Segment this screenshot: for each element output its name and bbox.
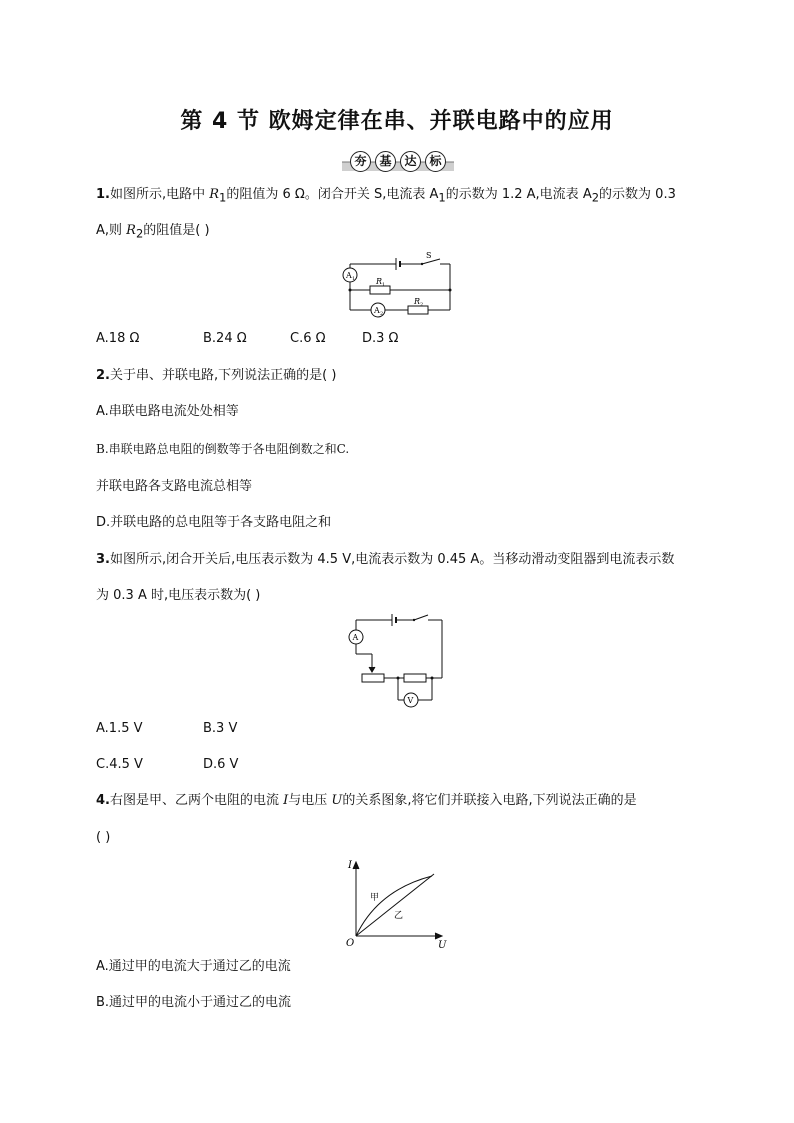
q3-option-a: A.1.5 V bbox=[96, 721, 143, 736]
q2-stem bbox=[96, 367, 336, 385]
q2-option-a: A.串联电路电流处处相等 bbox=[96, 404, 239, 419]
r2-label: R bbox=[414, 297, 421, 306]
line-yi bbox=[356, 874, 434, 936]
q4-text-c: 的关系图象,将它们并联接入电路,下列说法正确的是 bbox=[342, 793, 637, 808]
q3-stem-line2: 为 0.3 A 时,电压表示数为( ) bbox=[96, 588, 261, 603]
badge-char-4: 标 bbox=[425, 151, 446, 172]
q2-option-d: D.并联电路的总电阻等于各支路电阻之和 bbox=[96, 515, 332, 530]
q1-number: 1. bbox=[96, 187, 110, 202]
resistor-r1 bbox=[370, 286, 390, 294]
q1-r1-sub: 1 bbox=[219, 190, 227, 205]
section-badge bbox=[338, 150, 458, 172]
q1-stem-line1 bbox=[96, 186, 676, 207]
q1-circuit-diagram bbox=[336, 250, 458, 318]
a2-label: A bbox=[374, 306, 380, 315]
q1-option-d: D.3 Ω bbox=[362, 331, 399, 346]
ammeter-label: A bbox=[352, 633, 359, 642]
q1-text-a: 如图所示,电路中 bbox=[109, 187, 210, 202]
x-axis-label: U bbox=[438, 940, 447, 948]
yi-label: 乙 bbox=[394, 911, 404, 921]
q3-stem-line1 bbox=[96, 551, 674, 569]
a1-label-sub: 1 bbox=[352, 276, 356, 282]
q1-a2-sub: 2 bbox=[591, 190, 600, 205]
r1-label: R bbox=[376, 277, 383, 286]
switch-blade bbox=[414, 615, 428, 620]
q1-r1: R bbox=[209, 187, 220, 202]
q2-option-b: B.串联电路总电阻的倒数等于各电阻倒数之和C. bbox=[96, 442, 350, 456]
badge-char-2: 基 bbox=[375, 151, 396, 172]
q1-r2-sub: 2 bbox=[135, 226, 144, 241]
badge-char-3: 达 bbox=[400, 151, 421, 172]
q3-circuit-diagram bbox=[346, 612, 450, 712]
r1-label-sub: 1 bbox=[382, 282, 386, 288]
q1-text-e: A,则 bbox=[96, 223, 127, 238]
q1-option-a: A.18 Ω bbox=[96, 331, 140, 346]
q1-a1-sub: 1 bbox=[438, 190, 446, 205]
q4-text-a: 右图是甲、乙两个电阻的电流 bbox=[109, 793, 284, 808]
q3-text-1: 如图所示,闭合开关后,电压表示数为 4.5 V,电流表示数为 0.45 A。当移动滑动变阻器到电流表示数 bbox=[109, 552, 675, 567]
q1-text-b: 的阻值为 6 Ω。闭合开关 S,电流表 A bbox=[226, 187, 439, 202]
q1-r2: R bbox=[126, 223, 136, 238]
q4-stem-line1 bbox=[96, 792, 637, 810]
jia-label: 甲 bbox=[370, 893, 380, 903]
q2-number: 2. bbox=[96, 368, 110, 383]
q4-iu-graph bbox=[342, 856, 450, 948]
q3-option-c: C.4.5 V bbox=[96, 757, 143, 772]
q2-option-c: 并联电路各支路电流总相等 bbox=[96, 479, 253, 494]
q3-option-d: D.6 V bbox=[203, 757, 239, 772]
q1-text-d: 的示数为 0.3 bbox=[599, 187, 676, 202]
rheostat bbox=[362, 674, 384, 682]
q4-option-b: B.通过甲的电流小于通过乙的电流 bbox=[96, 995, 292, 1010]
q4-option-a: A.通过甲的电流大于通过乙的电流 bbox=[96, 959, 291, 974]
q1-text-c: 的示数为 1.2 A,电流表 A bbox=[445, 187, 592, 202]
q3-number: 3. bbox=[96, 552, 110, 567]
badge-char-1: 夯 bbox=[350, 151, 371, 172]
voltmeter-label: V bbox=[407, 696, 414, 705]
q1-text-f: 的阻值是( ) bbox=[143, 223, 210, 238]
switch-label: S bbox=[426, 251, 432, 260]
q1-option-b: B.24 Ω bbox=[203, 331, 247, 346]
resistor bbox=[404, 674, 426, 682]
q4-u: U bbox=[331, 793, 343, 808]
origin-label: O bbox=[346, 938, 355, 948]
q4-i: I bbox=[283, 793, 289, 808]
resistor-r2 bbox=[408, 306, 428, 314]
q2-stem-text: 关于串、并联电路,下列说法正确的是( ) bbox=[109, 368, 337, 383]
q4-text-b: 与电压 bbox=[288, 793, 332, 808]
a2-label-sub: 2 bbox=[380, 311, 384, 317]
r2-label-sub: 2 bbox=[420, 302, 424, 308]
y-axis-label: I bbox=[348, 860, 352, 871]
page-title: 第 4 节 欧姆定律在串、并联电路中的应用 bbox=[180, 109, 614, 134]
q1-option-c: C.6 Ω bbox=[290, 331, 326, 346]
q1-stem-line2 bbox=[96, 222, 210, 243]
a1-label: A bbox=[346, 271, 352, 280]
q4-number: 4. bbox=[96, 793, 110, 808]
q3-option-b: B.3 V bbox=[203, 721, 238, 736]
q4-stem-line2: ( ) bbox=[96, 830, 111, 845]
